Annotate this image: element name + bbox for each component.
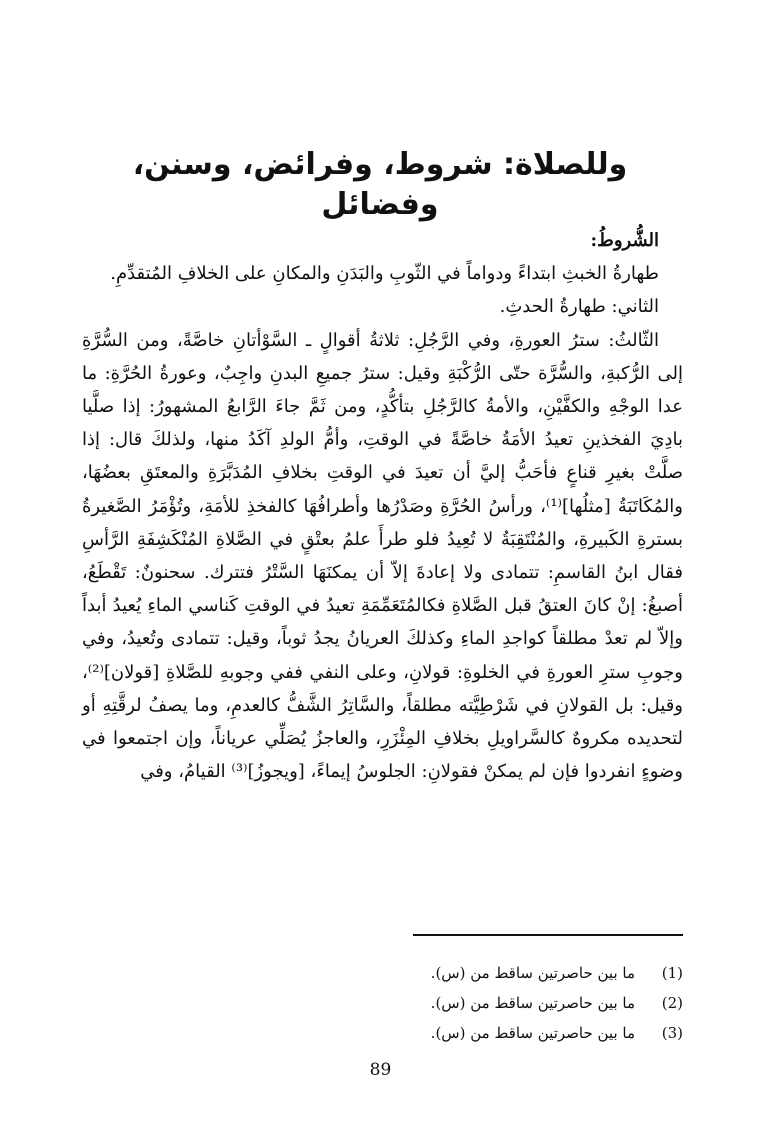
footnote-number: (3) (661, 1024, 683, 1042)
page-number: 89 (369, 1060, 392, 1080)
paragraph-2: الثاني: طهارةُ الحدثِ. (499, 296, 659, 318)
footnote-number: (2) (661, 994, 683, 1012)
section-heading: الشُّروطُ: (590, 230, 659, 251)
footnote-number: (1) (661, 964, 683, 982)
footnote-item (82, 1018, 683, 1048)
footnote-text: ما بين حاصرتين ساقط من (س). (430, 1024, 635, 1042)
main-text (82, 224, 683, 788)
footnote-text: ما بين حاصرتين ساقط من (س). (430, 964, 635, 982)
footnote-text: ما بين حاصرتين ساقط من (س). (430, 994, 635, 1012)
paragraph-3: الثّالثُ: سترُ العورةِ، وفي الرَّجُلِ: ثلاثةُ أقوالٍ ـ السَّوْأتانِ خاصَّةً، ومن السُّرَّةِ إلى الرُّكبةِ، والسُّرَّة حتّى الرُّكْبَةِ وقيل: سترُ جميعِ البدنِ واجِبٌ، وعورةُ الحُرَّةِ: ما عدا الوجْهِ والكفَّيْنِ، والأمةُ كالرَّجُلِ بتأكُّدٍ، ومن ثَمَّ جاءَ الرَّابعُ المشهورُ: إذا صلَّيا بادِيَ الفخذينِ تعيدُ الأمَةُ خاصَّةً في الوقتِ، وأمُّ الولدِ آكَدُ منها، ولذلكَ قال: إذا صلَّتْ بغيرِ قناعٍ فأحَبُّ إليَّ أن تعيدَ في الوقتِ بخلافِ المُدَبَّرَةِ والمعتَقِ بعضُهَا، والمُكَاتَبَةُ [مثلُها]⁽¹⁾، ورأسُ الحُرَّةِ وصَدْرُها وأطرافُهَا كالفخذِ للأمَةِ، وتُؤْمَرُ الصَّغيرةُ بسترةِ الكَبيرةِ، والمُنْتَقِبَةُ لا تُعِيدُ فلو طرأَ علمُ بعتْقٍ في الصَّلاةِ المُنْكَشِفَةِ الرَّأسِ فقال ابنُ القاسمِ: تتمادى ولا إعادةَ إلاّ أن يمكنَهَا السَّتْرُ فتترك. سحنونٌ: تَقْطَعُ، أصبغُ: إنْ كانَ العتقُ قبل الصَّلاةِ فكالمُتَعَمِّمَةِ تعيدُ في الوقتِ كَناسي الماءِ يُعيدُ أبداً وإلاّ لم تعدْ مطلقاً كواجدِ الماءِ وكذلكَ العريانُ يجدُ ثوباً، وقيل: تتمادى وتُعيدُ، وفي وجوبِ سترِ العورةِ في الخلوةِ: قولانِ، وعلى النفي ففي وجوبهِ للصَّلاةِ [قولان]⁽²⁾، وقيل: بل القولانِ في شَرْطِيَّته مطلقاً، والسَّاتِرُ الشَّفُّ كالعدمِ، وما يصفُ لرقَّتِهِ أو لتحديده مكروهٌ كالسَّراويلِ بخلافِ المِئْزَرِ، والعاجزُ يُصَلِّي عرياناً، وإن اجتمعوا في وضوءٍ انفردوا فإن لم يمكنْ فقولانِ: الجلوسُ إيماءً، [ويجوزُ]⁽³⁾ القيامُ، وفي (82, 329, 683, 783)
chapter-title: وللصلاة: شروط، وفرائض، وسنن، وفضائل (132, 147, 628, 222)
footnote-item (82, 988, 683, 1018)
footnotes (82, 958, 683, 1048)
paragraph-1: طهارةُ الخبثِ ابتداءً ودواماً في الثّوبِ والبَدَنِ والمكانِ على الخلافِ المُتقدِّمِ. (110, 263, 659, 285)
footnote-divider (413, 934, 683, 936)
footnote-item (82, 958, 683, 988)
